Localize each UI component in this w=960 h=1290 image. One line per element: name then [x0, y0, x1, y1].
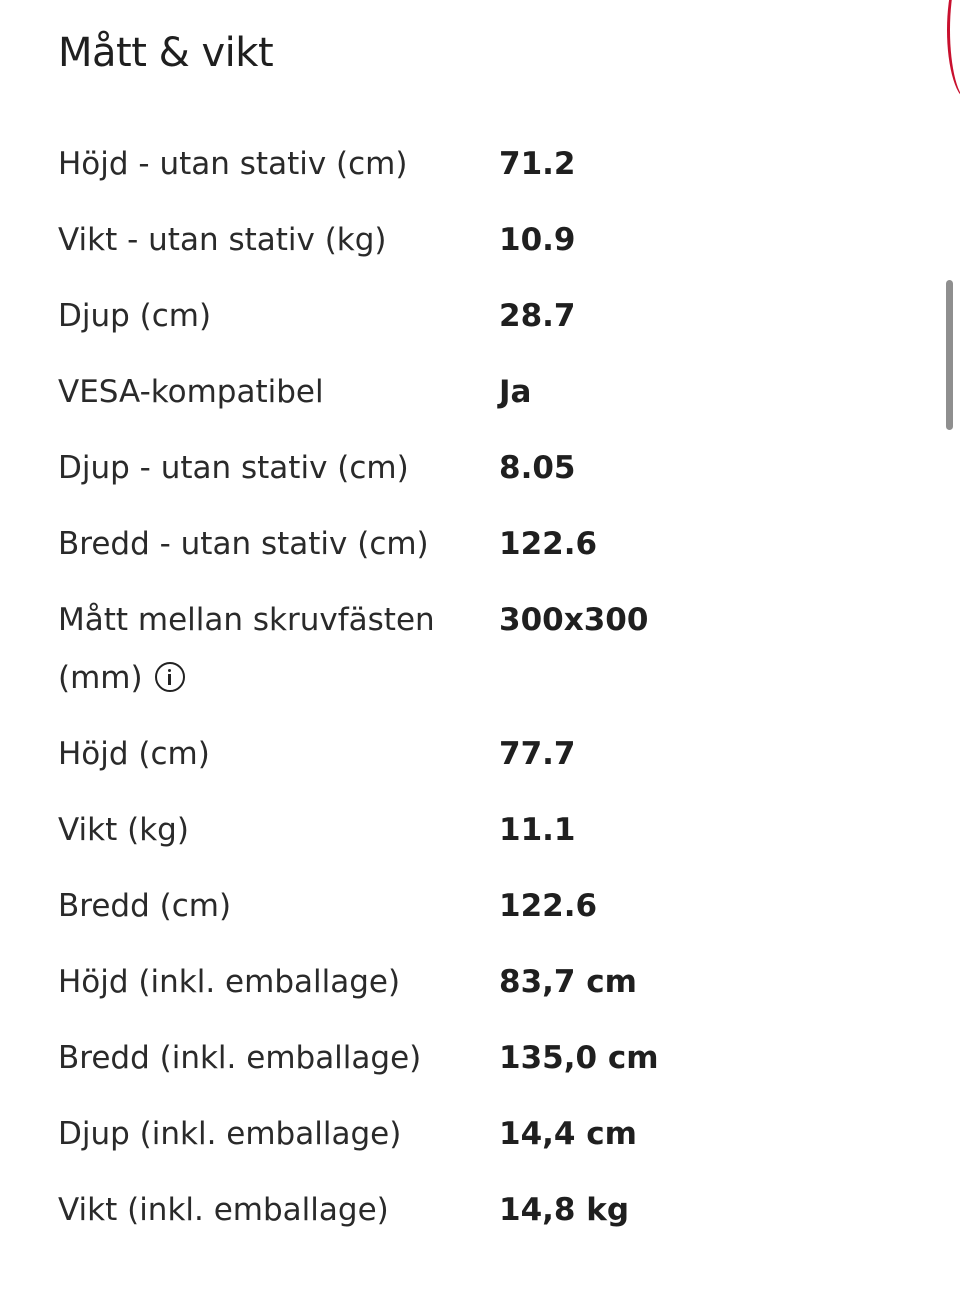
spec-row-bredd: [58, 868, 878, 944]
spec-label: Höjd - utan stativ (cm): [58, 146, 408, 182]
spec-label-with-info: [58, 582, 499, 707]
spec-label: Vikt (inkl. emballage): [58, 1192, 389, 1228]
spec-label: Djup (cm): [58, 298, 212, 334]
info-icon[interactable]: [155, 662, 185, 692]
spec-value: 71.2: [499, 146, 576, 182]
spec-value: 14,8 kg: [499, 1192, 630, 1228]
spec-value: 8.05: [499, 450, 576, 486]
spec-table: [58, 126, 878, 1248]
spec-row-skruvfasten: [58, 582, 878, 716]
spec-value: 300x300: [499, 602, 649, 638]
spec-label: Mått mellan skruvfästen (mm): [58, 602, 435, 696]
spec-label: Djup - utan stativ (cm): [58, 450, 409, 486]
spec-row-djup-utan-stativ: [58, 430, 878, 506]
spec-value: 11.1: [499, 812, 576, 848]
spec-row-bredd-utan-stativ: [58, 506, 878, 582]
spec-row-hojd-utan-stativ: [58, 126, 878, 202]
spec-row-vikt-utan-stativ: [58, 202, 878, 278]
spec-label: Bredd (cm): [58, 888, 232, 924]
spec-label: Höjd (inkl. emballage): [58, 964, 401, 1000]
spec-row-djup-emballage: [58, 1096, 878, 1172]
scrollbar-thumb[interactable]: [946, 280, 953, 430]
spec-value: 77.7: [499, 736, 576, 772]
spec-value: 10.9: [499, 222, 576, 258]
edge-decoration: [947, 0, 960, 100]
spec-label: Höjd (cm): [58, 736, 210, 772]
spec-row-hojd-emballage: [58, 944, 878, 1020]
spec-row-djup: [58, 278, 878, 354]
spec-label: Bredd (inkl. emballage): [58, 1040, 422, 1076]
spec-label: Vikt - utan stativ (kg): [58, 222, 387, 258]
spec-row-vikt-emballage: [58, 1172, 878, 1248]
spec-value: 28.7: [499, 298, 576, 334]
spec-label: Bredd - utan stativ (cm): [58, 526, 429, 562]
spec-row-bredd-emballage: [58, 1020, 878, 1096]
section-title: Mått & vikt: [58, 30, 274, 76]
spec-row-vikt: [58, 792, 878, 868]
spec-label: Djup (inkl. emballage): [58, 1116, 402, 1152]
spec-value: 122.6: [499, 888, 598, 924]
spec-label: VESA-kompatibel: [58, 374, 324, 410]
spec-value: 135,0 cm: [499, 1040, 659, 1076]
spec-value: 14,4 cm: [499, 1116, 637, 1152]
spec-row-hojd: [58, 716, 878, 792]
spec-value: 122.6: [499, 526, 598, 562]
spec-row-vesa-kompatibel: [58, 354, 878, 430]
spec-value: Ja: [499, 374, 532, 410]
spec-label: Vikt (kg): [58, 812, 189, 848]
spec-value: 83,7 cm: [499, 964, 637, 1000]
